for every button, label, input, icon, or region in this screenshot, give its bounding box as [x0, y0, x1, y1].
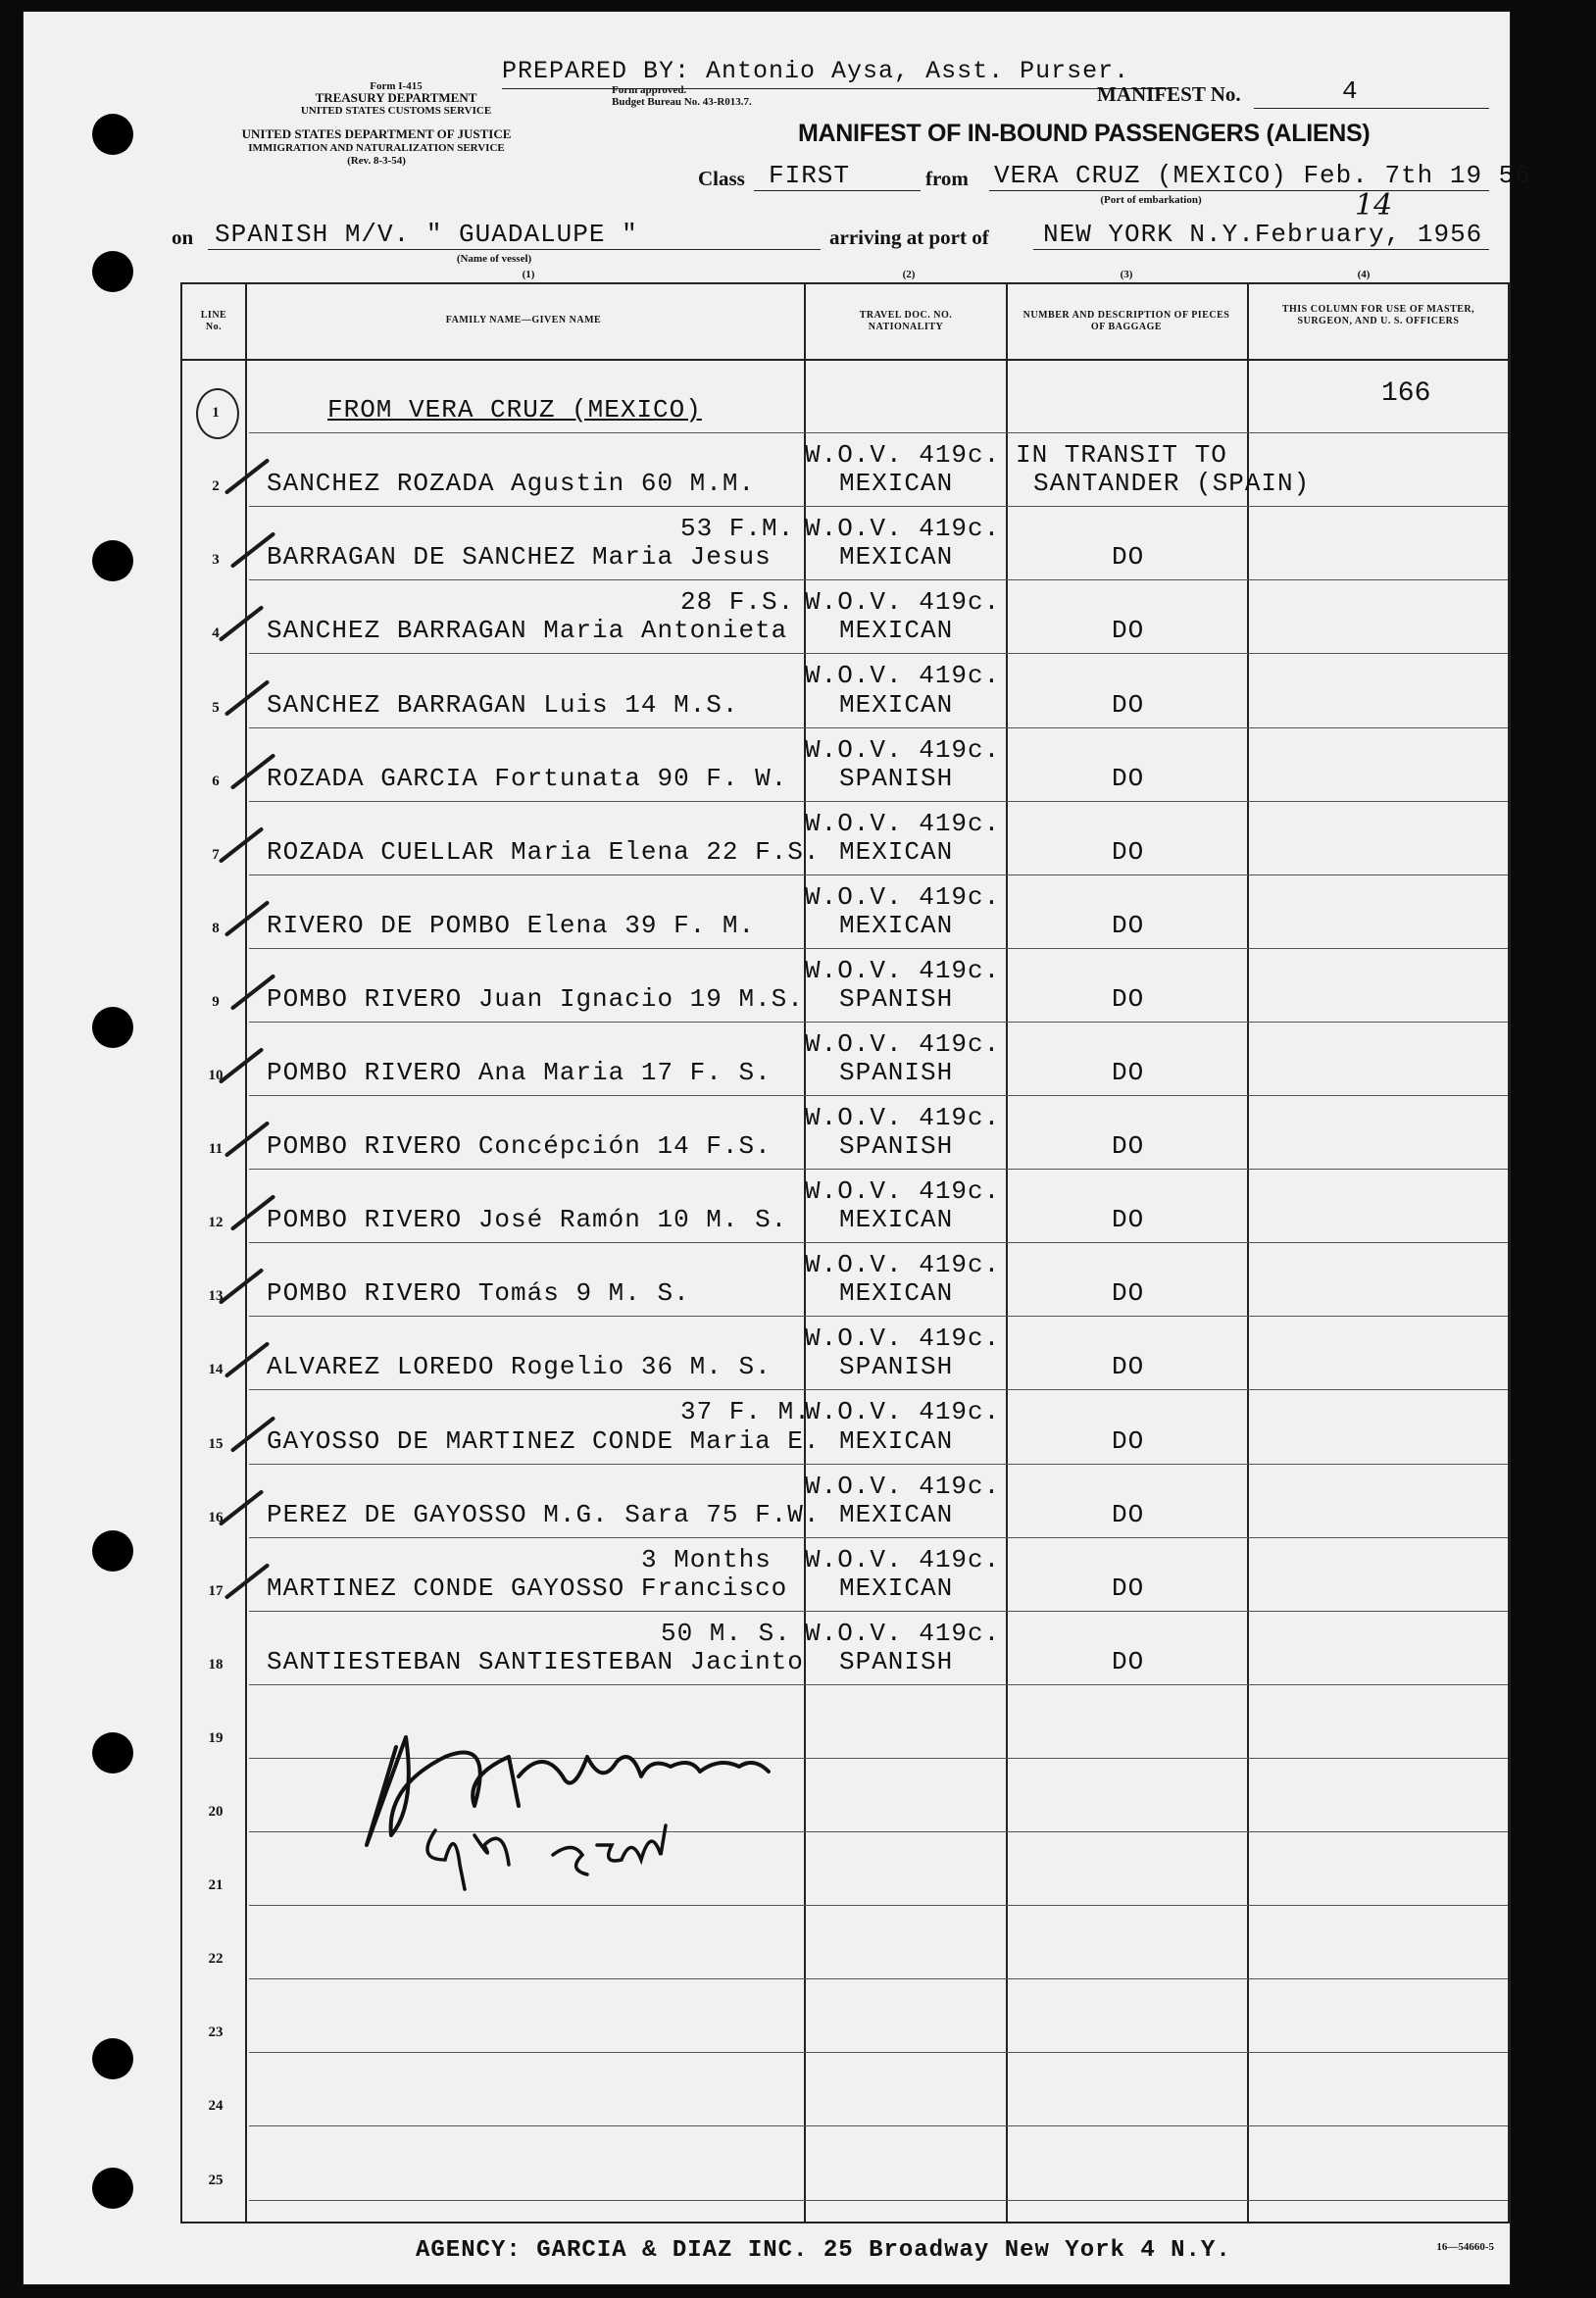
nationality: MEXICAN	[839, 910, 954, 940]
col-num-3: (3)	[1120, 269, 1133, 280]
passenger-name: POMBO RIVERO José Ramón 10 M. S.	[267, 1205, 788, 1235]
travel-doc: W.O.V. 419c.	[805, 808, 1001, 838]
line-number: 5	[212, 699, 220, 716]
punch-hole	[92, 114, 133, 155]
travel-doc: W.O.V. 419c.	[805, 1544, 1001, 1574]
nationality: MEXICAN	[839, 836, 954, 867]
check-mark	[219, 606, 265, 643]
line-number: 18	[208, 1656, 224, 1673]
baggage: DO	[1112, 542, 1145, 573]
class-line	[754, 190, 921, 191]
row-rule	[249, 432, 1508, 433]
age-sex-status: 53 F.M.	[680, 514, 795, 544]
baggage: DO	[1112, 1352, 1145, 1382]
handwritten-signature	[337, 1718, 808, 1904]
punch-hole	[92, 1732, 133, 1773]
line-number: 24	[208, 2098, 224, 2115]
passenger-name: SANCHEZ BARRAGAN Maria Antonieta	[267, 616, 788, 646]
baggage: DO	[1112, 1646, 1145, 1676]
row-rule	[249, 727, 1508, 728]
row-rule	[249, 801, 1508, 802]
vessel-name: SPANISH M/V. " GUADALUPE "	[215, 220, 638, 249]
line-number: 17	[208, 1582, 224, 1599]
arriving-label: arriving at port of	[829, 225, 989, 249]
baggage: DO	[1112, 1131, 1145, 1162]
check-mark	[224, 1563, 271, 1600]
class-label: Class	[698, 167, 745, 190]
nationality: SPANISH	[839, 983, 954, 1014]
line-number: 16	[208, 1509, 224, 1525]
line-number: 20	[208, 1804, 224, 1820]
row-rule	[249, 1905, 1508, 1906]
vessel-caption: (Name of vessel)	[456, 253, 532, 265]
prepared-by: PREPARED BY: Antonio Aysa, Asst. Purser.	[502, 57, 1130, 85]
travel-doc: W.O.V. 419c.	[805, 440, 1001, 471]
baggage: DO	[1112, 1278, 1145, 1309]
nationality: SPANISH	[839, 763, 954, 793]
manifest-sheet	[24, 12, 1531, 2284]
baggage: DO	[1112, 616, 1145, 646]
row-rule	[249, 874, 1508, 875]
age-sex-status: 50 M. S.	[661, 1618, 791, 1648]
row-rule	[249, 2200, 1508, 2201]
line-number: 21	[208, 1877, 224, 1894]
baggage: DO	[1112, 910, 1145, 940]
table-right	[1508, 282, 1510, 2223]
row-rule	[249, 1022, 1508, 1023]
table-bottom	[180, 2222, 1510, 2223]
nationality: MEXICAN	[839, 616, 954, 646]
nationality: SPANISH	[839, 1646, 954, 1676]
check-mark	[224, 900, 271, 937]
travel-doc: W.O.V. 419c.	[805, 1618, 1001, 1648]
row-rule	[249, 653, 1508, 654]
line-number: 12	[208, 1215, 224, 1231]
passenger-name: ROZADA GARCIA Fortunata 90 F. W.	[267, 763, 788, 793]
line-number: 23	[208, 2024, 224, 2041]
col-num-4: (4)	[1357, 269, 1371, 280]
row-rule	[249, 1978, 1508, 1979]
row-rule	[249, 2125, 1508, 2126]
passenger-name: SANCHEZ BARRAGAN Luis 14 M.S.	[267, 689, 739, 720]
form-approved: Form approved.	[612, 84, 687, 96]
check-mark	[219, 1489, 265, 1526]
check-mark	[219, 1047, 265, 1084]
row-rule	[249, 506, 1508, 507]
col-divider-1	[245, 282, 247, 2223]
line-number: 10	[208, 1068, 224, 1083]
line-number: 7	[212, 846, 220, 863]
header-line-no: LINE No.	[200, 310, 227, 332]
line-number: 8	[212, 920, 220, 936]
port-caption: (Port of embarkation)	[1100, 194, 1202, 206]
justice-dept: UNITED STATES DEPARTMENT OF JUSTICE	[241, 126, 512, 141]
line-number: 25	[208, 2172, 224, 2188]
baggage: DO	[1112, 689, 1145, 720]
travel-doc: W.O.V. 419c.	[805, 881, 1001, 912]
punch-hole	[92, 540, 133, 581]
nationality: MEXICAN	[839, 1278, 954, 1309]
circle-mark	[196, 388, 239, 439]
customs-service: UNITED STATES CUSTOMS SERVICE	[300, 105, 492, 117]
line-number: 9	[212, 993, 220, 1010]
manifest-no: 4	[1342, 76, 1359, 106]
travel-doc: W.O.V. 419c.	[805, 734, 1001, 765]
col-num-1: (1)	[522, 269, 535, 280]
nationality: MEXICAN	[839, 1499, 954, 1529]
line-number: 11	[208, 1141, 224, 1158]
passenger-name: SANTIESTEBAN SANTIESTEBAN Jacinto	[267, 1646, 804, 1676]
baggage: DO	[1112, 836, 1145, 867]
travel-doc: W.O.V. 419c.	[805, 1250, 1001, 1280]
travel-doc: W.O.V. 419c.	[805, 1103, 1001, 1132]
budget-bureau: Budget Bureau No. 43-R013.7.	[612, 96, 752, 108]
row-rule	[249, 1684, 1508, 1685]
row-rule	[249, 1611, 1508, 1612]
form-number: Form I-415	[370, 80, 423, 92]
baggage: DO	[1112, 1573, 1145, 1603]
table-left	[180, 282, 182, 2223]
line-number: 15	[208, 1435, 224, 1452]
line-number: 14	[208, 1362, 224, 1378]
line-number: 2	[212, 478, 220, 495]
from-label: from	[925, 167, 969, 190]
col-divider-3	[1006, 282, 1008, 2223]
check-mark	[224, 458, 271, 495]
passenger-name: GAYOSSO DE MARTINEZ CONDE Maria E.	[267, 1425, 821, 1456]
baggage-destination: SANTANDER (SPAIN)	[1033, 469, 1311, 499]
row-rule	[249, 948, 1508, 949]
age-sex-status: 28 F.S.	[680, 587, 795, 618]
line-number: 19	[208, 1729, 224, 1746]
page-number: 166	[1381, 378, 1431, 409]
travel-doc: W.O.V. 419c.	[805, 1028, 1001, 1059]
row-rule	[249, 2052, 1508, 2053]
from-line	[989, 190, 1489, 191]
nationality: MEXICAN	[839, 469, 954, 499]
nationality: MEXICAN	[839, 1425, 954, 1456]
travel-doc: W.O.V. 419c.	[805, 955, 1001, 985]
baggage: DO	[1112, 983, 1145, 1014]
row-rule	[249, 1316, 1508, 1317]
ins-service: IMMIGRATION AND NATURALIZATION SERVICE	[248, 142, 505, 154]
col-num-2: (2)	[902, 269, 916, 280]
travel-doc: W.O.V. 419c.	[805, 514, 1001, 544]
punch-hole	[92, 1007, 133, 1048]
check-mark	[224, 679, 271, 717]
passenger-name: POMBO RIVERO Ana Maria 17 F. S.	[267, 1058, 772, 1087]
passenger-name: ALVAREZ LOREDO Rogelio 36 M. S.	[267, 1352, 772, 1382]
passenger-name: MARTINEZ CONDE GAYOSSO Francisco	[267, 1573, 788, 1603]
on-label: on	[172, 225, 194, 249]
passenger-name: POMBO RIVERO Concépción 14 F.S.	[267, 1131, 772, 1162]
passenger-name: POMBO RIVERO Tomás 9 M. S.	[267, 1278, 690, 1309]
nationality: MEXICAN	[839, 542, 954, 573]
passenger-name: BARRAGAN DE SANCHEZ Maria Jesus	[267, 542, 772, 573]
header-baggage: NUMBER AND DESCRIPTION OF PIECES OF BAGGAGE	[1022, 310, 1230, 332]
row-rule	[249, 1169, 1508, 1170]
nationality: MEXICAN	[839, 1205, 954, 1235]
revision: (Rev. 8-3-54)	[347, 155, 406, 167]
row-rule	[249, 1389, 1508, 1390]
row-rule	[249, 1537, 1508, 1538]
check-mark	[224, 1342, 271, 1379]
row-rule	[249, 1464, 1508, 1465]
nationality: MEXICAN	[839, 1573, 954, 1603]
travel-doc: W.O.V. 419c.	[805, 587, 1001, 618]
passenger-name: POMBO RIVERO Juan Ignacio 19 M.S.	[267, 983, 804, 1014]
line-number: 4	[212, 625, 220, 642]
prepared-underline	[502, 88, 1169, 89]
check-mark	[219, 1268, 265, 1305]
row-rule	[249, 1242, 1508, 1243]
table-header-bottom	[180, 359, 1510, 361]
embarkation: VERA CRUZ (MEXICO) Feb. 7th 19 56	[994, 161, 1531, 190]
header-officers: THIS COLUMN FOR USE OF MASTER, SURGEON, AND U. S. OFFICERS	[1281, 304, 1475, 326]
baggage: DO	[1112, 1205, 1145, 1235]
nationality: SPANISH	[839, 1131, 954, 1162]
travel-doc: W.O.V. 419c.	[805, 1471, 1001, 1501]
arrival-day: 14	[1355, 188, 1393, 223]
treasury-dept: TREASURY DEPARTMENT	[315, 90, 477, 105]
punch-hole	[92, 251, 133, 292]
line-number: 13	[208, 1288, 224, 1305]
age-sex-status: 3 Months	[641, 1544, 772, 1574]
print-code: 16—54660-5	[1436, 2241, 1494, 2253]
class-value: FIRST	[769, 161, 851, 190]
travel-doc: W.O.V. 419c.	[805, 1176, 1001, 1207]
line-number: 3	[212, 552, 220, 569]
passenger-name: PEREZ DE GAYOSSO M.G. Sara 75 F.W.	[267, 1499, 821, 1529]
agency-footer: AGENCY: GARCIA & DIAZ INC. 25 Broadway New York 4 N.Y.	[416, 2237, 1231, 2264]
col-divider-4	[1247, 282, 1249, 2223]
passenger-name: ROZADA CUELLAR Maria Elena 22 F.S.	[267, 836, 821, 867]
travel-doc: W.O.V. 419c.	[805, 1397, 1001, 1427]
punch-hole	[92, 2038, 133, 2079]
manifest-no-line	[1254, 108, 1489, 109]
passenger-name: FROM VERA CRUZ (MEXICO)	[327, 395, 702, 425]
check-mark	[224, 1121, 271, 1158]
passenger-name: SANCHEZ ROZADA Agustin 60 M.M.	[267, 469, 756, 499]
line-number: 22	[208, 1951, 224, 1968]
baggage: DO	[1112, 1499, 1145, 1529]
manifest-title: MANIFEST OF IN-BOUND PASSENGERS (ALIENS)	[798, 120, 1371, 147]
baggage: IN TRANSIT TO	[1016, 440, 1227, 471]
header-travel: TRAVEL DOC. NO. NATIONALITY	[859, 310, 953, 332]
nationality: MEXICAN	[839, 689, 954, 720]
line-number: 6	[212, 773, 220, 789]
travel-doc: W.O.V. 419c.	[805, 1324, 1001, 1354]
table-top	[180, 282, 1510, 284]
arrival-port: NEW YORK N.Y.February, 1956	[1043, 220, 1483, 249]
line-number: 1	[212, 405, 220, 422]
travel-doc: W.O.V. 419c.	[805, 661, 1001, 691]
baggage: DO	[1112, 763, 1145, 793]
nationality: SPANISH	[839, 1352, 954, 1382]
row-rule	[249, 579, 1508, 580]
punch-hole	[92, 1530, 133, 1572]
baggage: DO	[1112, 1058, 1145, 1087]
vessel-line	[208, 249, 821, 250]
nationality: SPANISH	[839, 1058, 954, 1087]
baggage: DO	[1112, 1425, 1145, 1456]
punch-hole	[92, 2168, 133, 2209]
check-mark	[219, 826, 265, 864]
row-rule	[249, 1095, 1508, 1096]
passenger-name: RIVERO DE POMBO Elena 39 F. M.	[267, 910, 756, 940]
header-name: FAMILY NAME—GIVEN NAME	[445, 315, 602, 325]
arrival-line	[1033, 249, 1489, 250]
age-sex-status: 37 F. M.	[680, 1397, 811, 1427]
manifest-no-label: MANIFEST No.	[1097, 82, 1241, 106]
